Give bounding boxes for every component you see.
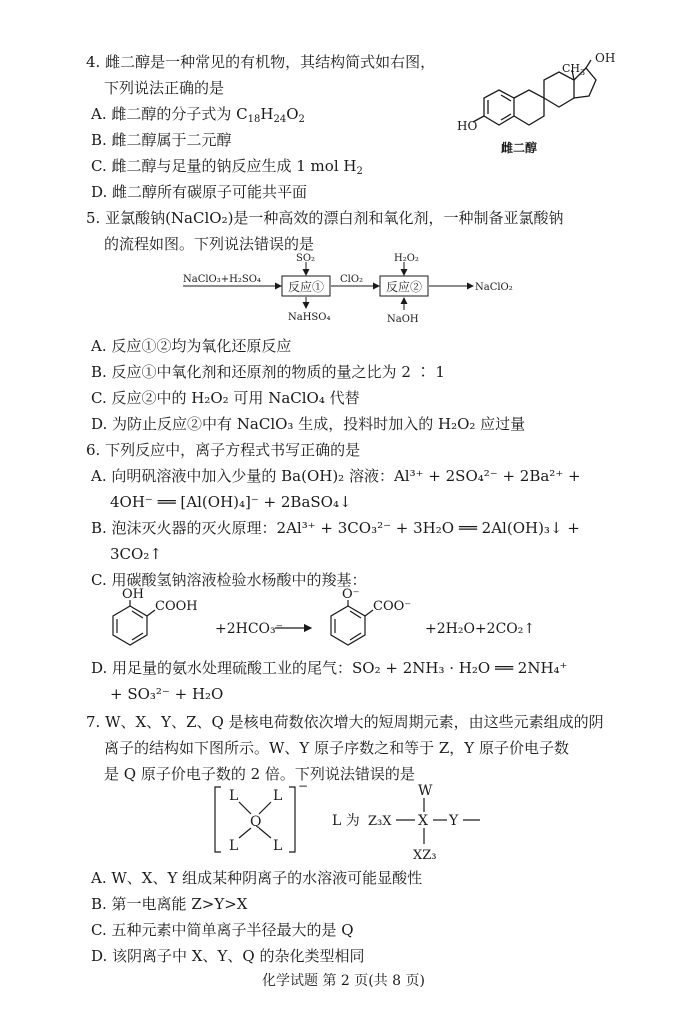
q4-option-a: A. 雌二醇的分子式为 $C_{18}H_{24}O_2$	[91, 105, 305, 125]
q4-stem-line2: 下列说法正确的是	[104, 79, 225, 97]
q7-option-d: D. 该阴离子中 X、Y、Q 的杂化类型相同	[91, 947, 365, 965]
clo2-label: ClO₂	[340, 274, 364, 285]
q6-option-b-line2: 3CO₂↑	[110, 545, 162, 563]
q4-stem-line1: 4. 雌二醇是一种常见的有机物，其结构简式如右图，	[86, 53, 436, 71]
q6-option-a-line2: 4OH⁻ ══ [Al(OH)₄]⁻ + 2BaSO₄↓	[110, 493, 352, 511]
w-label: W	[418, 783, 433, 799]
salicylic-acid-equation	[105, 588, 585, 652]
q5-option-b: B. 反应①中氧化剂和还原剂的物质的量之比为 2 ∶ 1	[91, 363, 445, 381]
ligand-l-bottom-left: L	[229, 838, 239, 854]
q6-option-d-line1: D. 用足量的氨水处理硫酸工业的尾气：SO₂ + 2NH₃ · H₂O ══ 2NH₄⁺	[91, 659, 568, 677]
q5-stem-line2: 的流程如图。下列说法错误的是	[104, 235, 315, 253]
ligand-l-top-right: L	[273, 788, 283, 804]
l-definition-label: L 为	[332, 813, 360, 829]
q7-option-b: B. 第一电离能 Z>Y>X	[91, 895, 248, 913]
charge-label: −	[298, 779, 309, 793]
ligand-l-top-left: L	[229, 788, 239, 804]
h2o2-label: H₂O₂	[394, 253, 419, 264]
q7-option-a: A. W、X、Y 组成某种阴离子的水溶液可能显酸性	[91, 869, 423, 887]
xz3-label: XZ₃	[413, 848, 437, 863]
x-center-label: X	[418, 813, 428, 829]
product-label: NaClO₂	[475, 282, 513, 293]
central-q: Q	[250, 814, 262, 830]
ch3-label: $CH_3$	[562, 62, 586, 77]
oh-label: OH	[595, 51, 616, 65]
z3x-label: Z₃X	[368, 814, 392, 829]
q6-option-d-line2: + SO₃²⁻ + H₂O	[110, 685, 224, 703]
q5-stem-line1: 5. 亚氯酸钠(NaClO₂)是一种高效的漂白剂和氧化剂，一种制备亚氯酸钠	[86, 209, 564, 227]
anion-structure	[205, 779, 505, 864]
estradiol-caption: 雌二醇	[501, 141, 538, 155]
reaction2-box-label: 反应②	[386, 280, 423, 294]
q5-option-d: D. 为防止反应②中有 NaClO₃ 生成，投料时加入的 H₂O₂ 应过量	[91, 415, 526, 433]
feed-label: NaClO₃+H₂SO₄	[183, 274, 261, 285]
carboxylate-label: COO⁻	[373, 599, 412, 614]
q7-stem-line2: 离子的结构如下图所示。W、Y 原子序数之和等于 Z，Y 原子价电子数	[104, 739, 569, 757]
y-label: Y	[449, 813, 459, 829]
q6-option-c-line1: C. 用碳酸氢钠溶液检验水杨酸中的羧基：	[91, 571, 367, 589]
q4-option-d: D. 雌二醇所有碳原子可能共平面	[91, 183, 308, 201]
q4-option-b: B. 雌二醇属于二元醇	[91, 131, 232, 149]
q6-option-b-line1: B. 泡沫灭火器的灭火原理：2Al³⁺ + 3CO₃²⁻ + 3H₂O ══ 2Al(OH)₃↓ +	[91, 519, 580, 537]
phenoxide-label: O⁻	[342, 587, 360, 602]
oh-group-label: OH	[122, 587, 144, 602]
reaction1-box-label: 反应①	[288, 280, 325, 294]
q4-option-c: C. 雌二醇与足量的钠反应生成 1 mol $H_2$	[91, 157, 363, 177]
nacio2-flowchart	[175, 252, 535, 330]
q6-option-a-line1: A. 向明矾溶液中加入少量的 Ba(OH)₂ 溶液：Al³⁺ + 2SO₄²⁻ + 2Ba²⁺ +	[91, 467, 581, 485]
q5-option-a: A. 反应①②均为氧化还原反应	[91, 337, 292, 355]
naoh-label: NaOH	[387, 314, 419, 325]
estradiol-structure	[455, 50, 635, 160]
q7-stem-line3: 是 Q 原子价电子数的 2 倍。下列说法错误的是	[104, 765, 415, 783]
q6-stem: 6. 下列反应中，离子方程式书写正确的是	[86, 441, 361, 459]
q7-option-c: C. 五种元素中简单离子半径最大的是 Q	[91, 921, 354, 939]
products-term: +2H₂O+2CO₂↑	[425, 621, 536, 637]
so2-label: SO₂	[296, 253, 316, 264]
bicarbonate-term: +2HCO₃⁻	[215, 621, 284, 637]
ho-label: HO	[457, 119, 478, 133]
q7-stem-line1: 7. W、X、Y、Z、Q 是核电荷数依次增大的短周期元素，由这些元素组成的阴	[86, 713, 604, 731]
q5-option-c: C. 反应②中的 H₂O₂ 可用 NaClO₄ 代替	[91, 389, 360, 407]
nahso4-label: NaHSO₄	[288, 312, 331, 323]
cooh-group-label: COOH	[155, 599, 198, 614]
page-footer: 化学试题 第 2 页(共 8 页)	[262, 973, 425, 989]
ligand-l-bottom-right: L	[273, 838, 283, 854]
